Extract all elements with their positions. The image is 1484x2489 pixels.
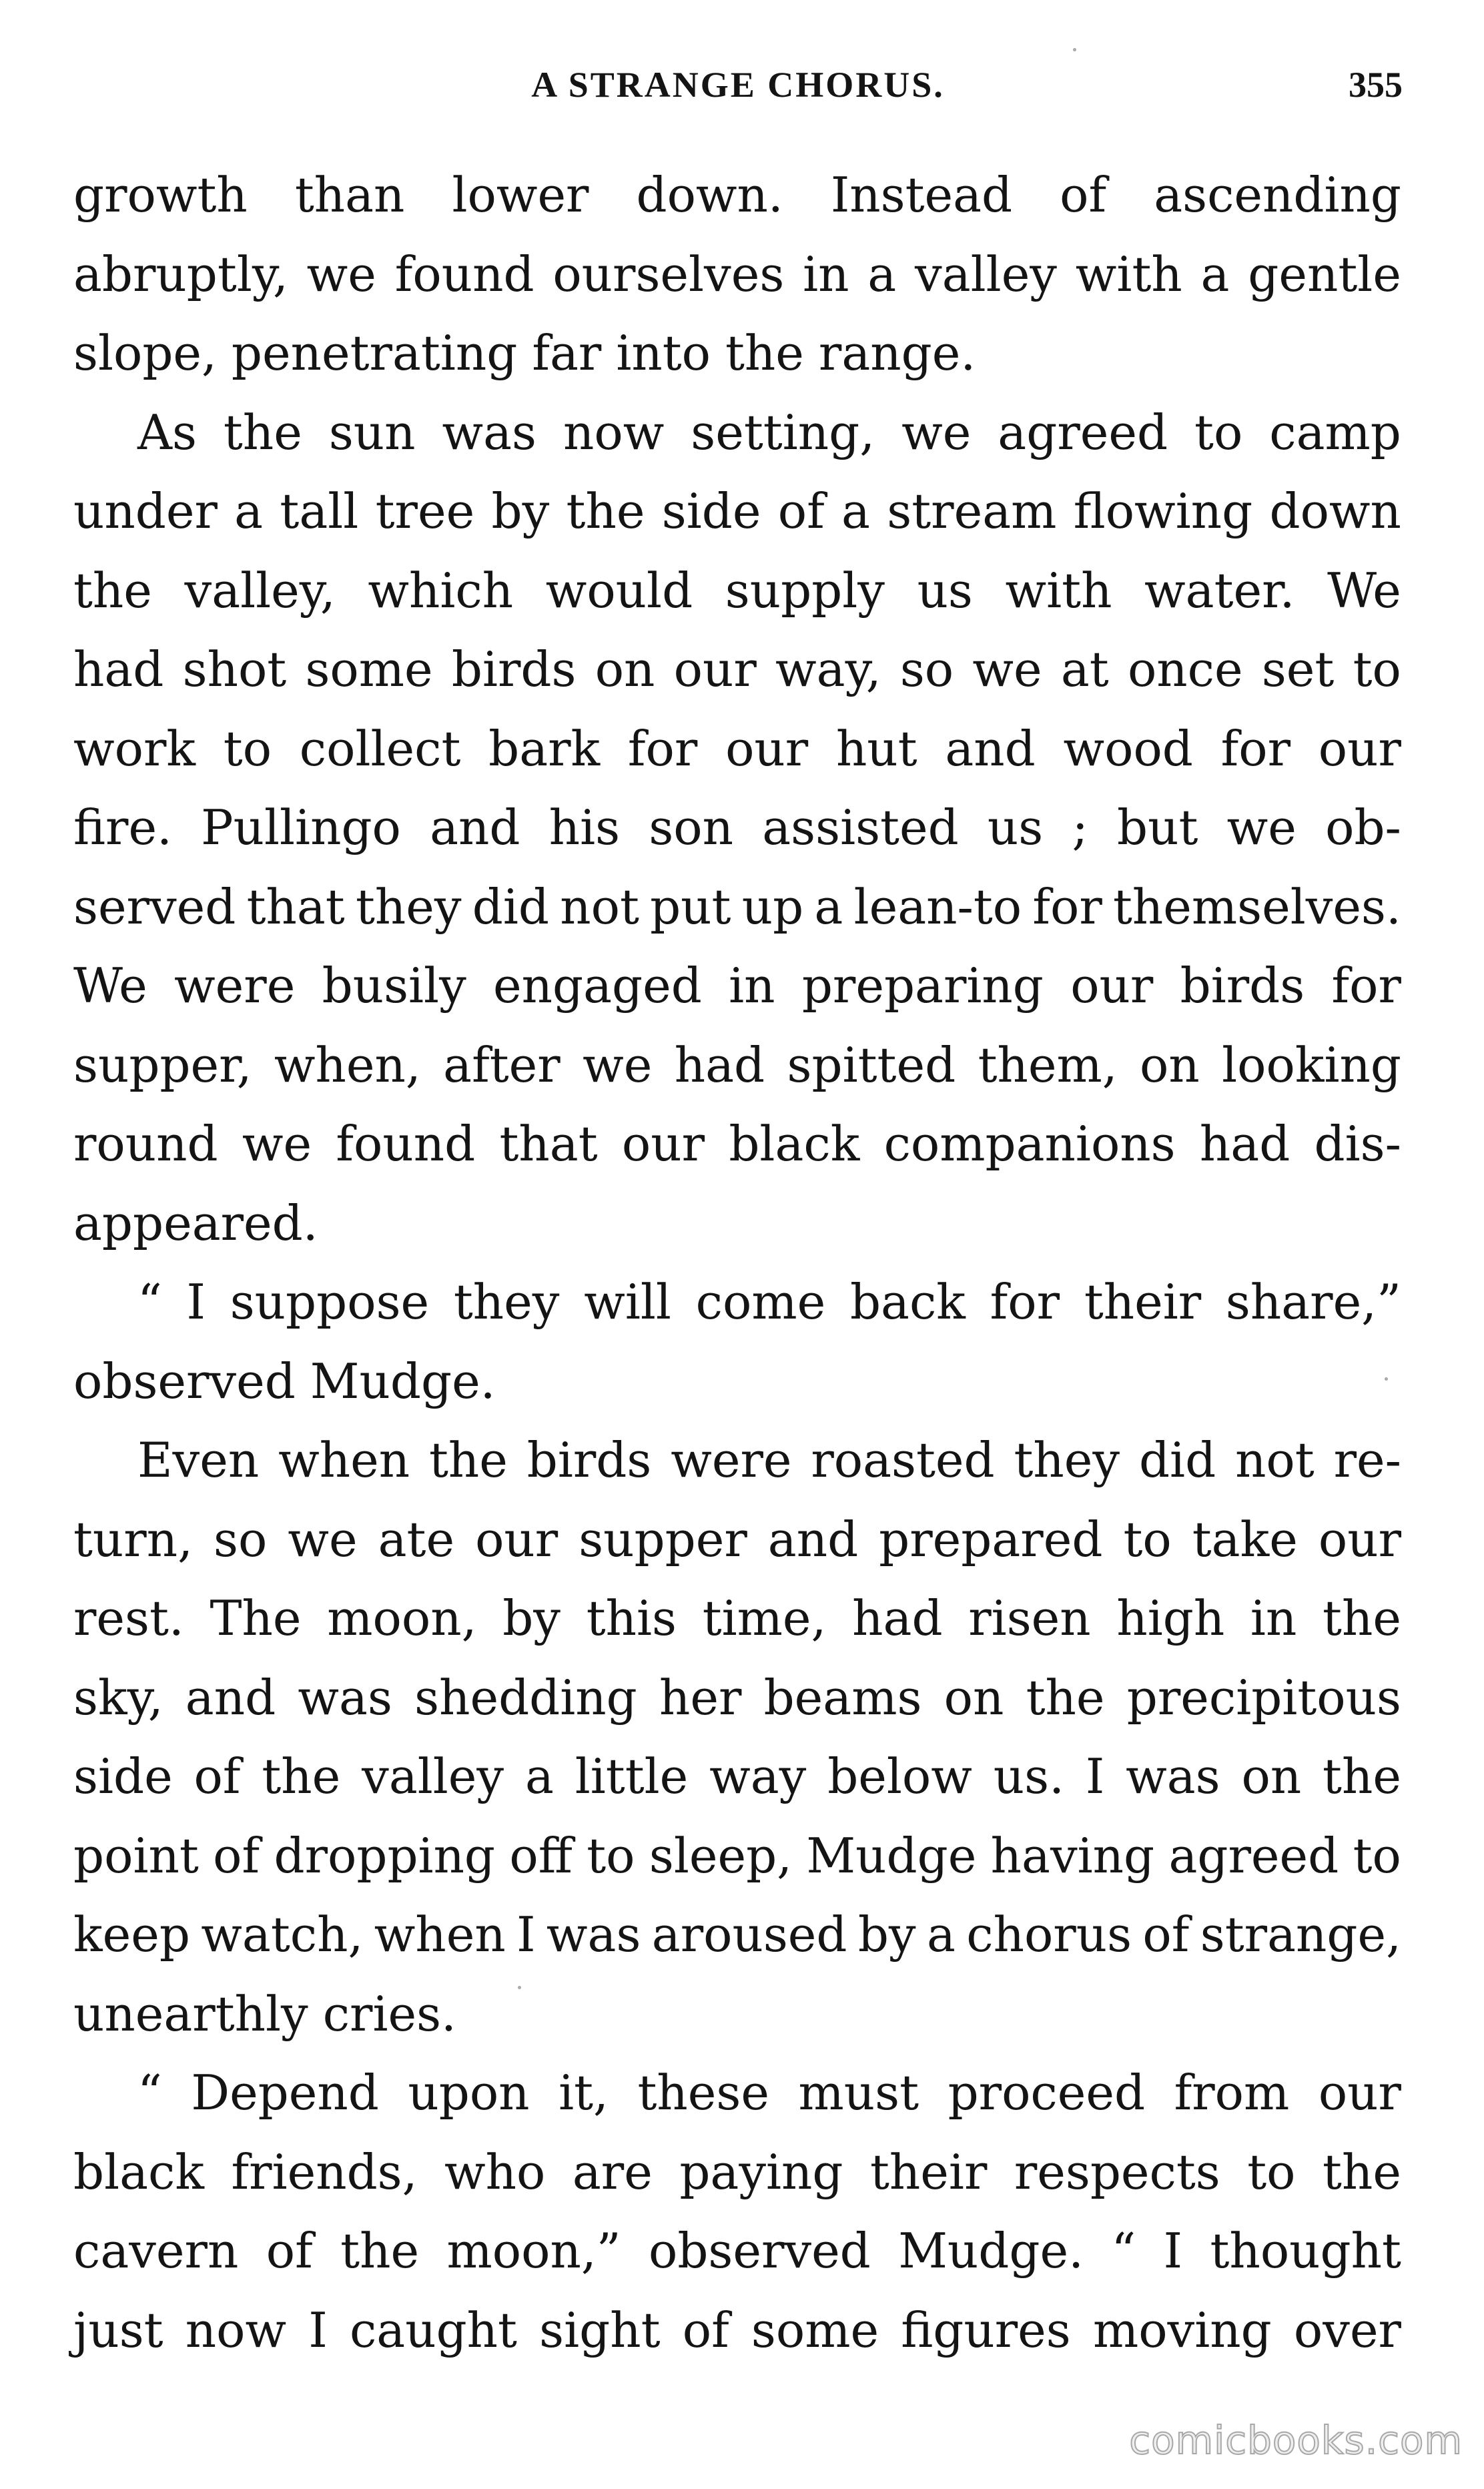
word: it, <box>559 2065 609 2121</box>
word: We <box>73 958 147 1014</box>
word: the <box>566 483 645 539</box>
word: not <box>560 878 639 935</box>
word: Depend <box>191 2065 379 2121</box>
word: did <box>1138 1432 1216 1488</box>
word: when, <box>274 1036 421 1093</box>
word: range. <box>818 325 976 381</box>
word: were <box>174 958 296 1014</box>
word: to <box>587 1827 635 1884</box>
word: valley, <box>184 562 336 619</box>
word: her <box>659 1669 742 1726</box>
word: to <box>1353 641 1401 697</box>
word: setting, <box>691 404 875 460</box>
word: precipitous <box>1126 1669 1401 1726</box>
word: water. <box>1144 562 1295 619</box>
text-line <box>73 709 1401 789</box>
word: rest. <box>73 1590 184 1646</box>
text-line <box>73 314 1401 393</box>
word: would <box>545 562 693 619</box>
word: to <box>1194 404 1243 460</box>
word: The <box>210 1590 302 1646</box>
text-line <box>137 2053 1401 2133</box>
word: and <box>185 1669 276 1726</box>
word: valley <box>362 1748 504 1804</box>
word: we <box>306 246 376 302</box>
word: I <box>1085 1748 1105 1804</box>
text-line <box>73 630 1401 709</box>
word: agreed <box>998 404 1168 460</box>
word: paying <box>679 2143 843 2200</box>
word: camp <box>1269 404 1401 460</box>
word: flowing <box>1073 483 1253 539</box>
word: assisted <box>762 799 959 855</box>
word: of <box>194 1748 241 1804</box>
word: cries. <box>322 1985 456 2042</box>
word: now <box>563 404 665 460</box>
text-line <box>73 1816 1401 1896</box>
word: the <box>725 325 804 381</box>
word: time, <box>702 1590 827 1646</box>
word: the <box>428 1432 508 1488</box>
word: fire. <box>73 799 172 855</box>
text-line <box>73 1737 1401 1816</box>
word: our <box>673 641 757 697</box>
word: set <box>1261 641 1335 697</box>
word: side <box>661 483 761 539</box>
word: cavern <box>73 2223 239 2279</box>
word: work <box>73 720 196 777</box>
word: a <box>926 1906 956 1963</box>
word: sun <box>328 404 416 460</box>
word: our <box>1318 720 1401 777</box>
word: their <box>870 2143 988 2200</box>
word: companions <box>883 1116 1176 1172</box>
word: on <box>1140 1036 1200 1093</box>
text-line <box>73 1184 1401 1263</box>
print-speck <box>1385 1377 1388 1381</box>
word: had <box>852 1590 943 1646</box>
text-line <box>73 2291 1401 2370</box>
word: our <box>475 1511 559 1567</box>
word: us <box>917 562 973 619</box>
word: lean-to <box>853 878 1022 935</box>
word: looking <box>1222 1036 1401 1093</box>
word: found <box>394 246 534 302</box>
word: not <box>1235 1432 1315 1488</box>
word: agreed <box>1168 1827 1339 1884</box>
text-line <box>137 393 1401 472</box>
word: spitted <box>787 1036 956 1093</box>
text-line <box>73 1975 1401 2054</box>
word: ourselves <box>552 246 785 302</box>
word: our <box>1318 2065 1401 2121</box>
text-line <box>73 1500 1401 1579</box>
word: round <box>73 1116 218 1172</box>
word: we <box>901 404 972 460</box>
word: and <box>767 1511 859 1567</box>
word: “ <box>137 1274 162 1330</box>
word: We <box>1327 562 1401 619</box>
word: ob- <box>1325 799 1401 855</box>
word: the <box>1323 2143 1401 2200</box>
page-header <box>73 55 1403 115</box>
word: I <box>516 1906 536 1963</box>
word: growth <box>73 167 248 223</box>
word: and <box>430 799 520 855</box>
word: us. <box>993 1748 1064 1804</box>
word: point <box>73 1827 199 1884</box>
word: they <box>355 878 462 935</box>
word: but <box>1116 799 1198 855</box>
word: we <box>1226 799 1296 855</box>
word: who <box>444 2143 546 2200</box>
word: their <box>1084 1274 1202 1330</box>
text-line <box>73 1579 1401 1658</box>
word: Mudge. <box>898 2223 1084 2279</box>
word: down <box>1269 483 1401 539</box>
word: having <box>990 1827 1155 1884</box>
word: at <box>1060 641 1109 697</box>
word: when <box>374 1906 506 1963</box>
word: under <box>73 483 218 539</box>
word: of <box>213 1827 260 1884</box>
word: found <box>336 1116 476 1172</box>
word: into <box>616 325 711 381</box>
word: a <box>841 483 870 539</box>
word: birds <box>451 641 577 697</box>
word: were <box>671 1432 792 1488</box>
body-text <box>73 163 1401 2378</box>
word: we <box>242 1116 312 1172</box>
word: high <box>1116 1590 1225 1646</box>
word: the <box>262 1748 341 1804</box>
text-line <box>73 1342 1401 1421</box>
word: “ <box>137 2065 162 2121</box>
word: far <box>532 325 602 381</box>
text-line <box>73 788 1401 867</box>
word: the <box>223 404 302 460</box>
word: proceed <box>948 2065 1146 2121</box>
word: they <box>453 1274 560 1330</box>
word: us <box>987 799 1044 855</box>
word: moon,” <box>446 2223 621 2279</box>
word: of <box>1060 167 1107 223</box>
word: shedding <box>414 1669 637 1726</box>
word: roasted <box>811 1432 995 1488</box>
word: a <box>867 246 897 302</box>
word: Mudge. <box>310 1353 496 1409</box>
word: had <box>674 1036 765 1093</box>
running-head: A STRANGE CHORUS. <box>531 65 945 105</box>
word: strange, <box>1200 1906 1401 1963</box>
word: sleep, <box>649 1827 793 1884</box>
word: from <box>1174 2065 1290 2121</box>
word: I <box>308 2301 328 2358</box>
word: in <box>803 246 849 302</box>
word: collect <box>299 720 461 777</box>
word: did <box>472 878 549 935</box>
word: the <box>73 562 152 619</box>
word: our <box>621 1116 705 1172</box>
word: the <box>1323 1748 1401 1804</box>
word: the <box>1323 1590 1401 1646</box>
word: supper <box>579 1511 747 1567</box>
word: for <box>1331 958 1401 1014</box>
word: some <box>751 2301 879 2358</box>
word: on <box>944 1669 1004 1726</box>
word: and <box>945 720 1036 777</box>
word: up <box>741 878 804 935</box>
word: stream <box>887 483 1057 539</box>
word: re- <box>1333 1432 1401 1488</box>
page-number: 355 <box>1349 65 1403 105</box>
word: observed <box>73 1353 296 1409</box>
word: by <box>857 1906 916 1963</box>
word: Mudge <box>806 1827 977 1884</box>
word: “ <box>1111 2223 1136 2279</box>
word: come <box>695 1274 826 1330</box>
word: they <box>1014 1432 1120 1488</box>
word: to <box>1353 1827 1401 1884</box>
word: his <box>548 799 621 855</box>
word: which <box>368 562 514 619</box>
word: moon, <box>327 1590 477 1646</box>
word: appeared. <box>73 1194 318 1251</box>
word: friends, <box>231 2143 418 2200</box>
word: observed <box>648 2223 871 2279</box>
word: for <box>627 720 698 777</box>
word: for <box>1220 720 1291 777</box>
word: now <box>185 2301 287 2358</box>
word: by <box>502 1590 561 1646</box>
word: put <box>650 878 731 935</box>
word: little <box>575 1748 689 1804</box>
word: than <box>294 167 405 223</box>
word: Even <box>137 1432 260 1488</box>
word: for <box>990 1274 1060 1330</box>
word: unearthly <box>73 1985 308 2042</box>
word: bark <box>488 720 601 777</box>
text-line <box>73 2133 1401 2212</box>
word: engaged <box>493 958 702 1014</box>
word: chorus <box>966 1906 1132 1963</box>
word: of <box>1142 1906 1190 1963</box>
print-speck <box>518 1986 521 1989</box>
text-line <box>73 1658 1401 1738</box>
word: that <box>499 1116 598 1172</box>
word: watch, <box>201 1906 364 1963</box>
word: after <box>443 1036 561 1093</box>
watermark: comicbooks.com <box>1129 2418 1463 2463</box>
word: tree <box>375 483 475 539</box>
word: was <box>546 1906 641 1963</box>
word: shot <box>182 641 287 697</box>
word: way, <box>775 641 881 697</box>
word: was <box>298 1669 392 1726</box>
word: over <box>1293 2301 1401 2358</box>
word: beams <box>763 1669 922 1726</box>
word: we <box>972 641 1042 697</box>
text-line <box>73 946 1401 1026</box>
text-line <box>73 1895 1401 1975</box>
text-line <box>73 551 1401 631</box>
word: that <box>246 878 345 935</box>
text-line <box>73 1104 1401 1184</box>
word: once <box>1127 641 1243 697</box>
word: prepared <box>879 1511 1103 1567</box>
word: I <box>186 1274 206 1330</box>
word: wood <box>1063 720 1193 777</box>
word: thought <box>1210 2223 1401 2279</box>
word: we <box>583 1036 653 1093</box>
word: had <box>1199 1116 1290 1172</box>
word: had <box>73 641 164 697</box>
word: we <box>288 1511 358 1567</box>
text-line <box>73 472 1401 551</box>
word: was <box>442 404 536 460</box>
word: black <box>73 2143 204 2200</box>
word: our <box>1070 958 1154 1014</box>
word: of <box>777 483 825 539</box>
word: some <box>305 641 433 697</box>
word: Instead <box>830 167 1013 223</box>
word: this <box>586 1590 677 1646</box>
text-line <box>73 2211 1401 2291</box>
word: was <box>1126 1748 1220 1804</box>
word: black <box>729 1116 860 1172</box>
word: turn, <box>73 1511 193 1567</box>
word: moving <box>1092 2301 1272 2358</box>
word: a <box>234 483 264 539</box>
word: son <box>649 799 734 855</box>
print-speck <box>1073 48 1076 51</box>
word: gentle <box>1248 246 1401 302</box>
word: preparing <box>801 958 1044 1014</box>
word: Pullingo <box>201 799 401 855</box>
word: to <box>1123 1511 1172 1567</box>
word: dropping <box>274 1827 496 1884</box>
word: sight <box>539 2301 661 2358</box>
word: share,” <box>1225 1274 1401 1330</box>
word: with <box>1005 562 1112 619</box>
word: supper, <box>73 1036 252 1093</box>
word: our <box>1318 1511 1401 1567</box>
word: to <box>223 720 272 777</box>
word: must <box>798 2065 919 2121</box>
word: side <box>73 1748 173 1804</box>
word: keep <box>73 1906 190 1963</box>
word: birds <box>1180 958 1305 1014</box>
word: down. <box>636 167 783 223</box>
text-line <box>73 1026 1401 1105</box>
word: for <box>1032 878 1102 935</box>
word: of <box>682 2301 729 2358</box>
word: will <box>584 1274 671 1330</box>
word: hut <box>835 720 917 777</box>
word: ; <box>1072 799 1088 855</box>
word: penetrating <box>231 325 518 381</box>
word: a <box>524 1748 554 1804</box>
word: abruptly, <box>73 246 288 302</box>
word: on <box>1241 1748 1302 1804</box>
word: of <box>266 2223 313 2279</box>
word: I <box>1163 2223 1183 2279</box>
word: busily <box>322 958 466 1014</box>
word: aroused <box>651 1906 847 1963</box>
word: so <box>899 641 954 697</box>
word: a <box>1200 246 1230 302</box>
word: tall <box>280 483 359 539</box>
word: when <box>278 1432 410 1488</box>
word: in <box>1250 1590 1297 1646</box>
word: suppose <box>230 1274 430 1330</box>
text-line <box>73 235 1401 314</box>
word: supply <box>725 562 885 619</box>
word: way <box>709 1748 807 1804</box>
word: these <box>637 2065 769 2121</box>
word: lower <box>452 167 589 223</box>
word: the <box>1026 1669 1105 1726</box>
text-line <box>137 1263 1401 1342</box>
word: ate <box>378 1511 455 1567</box>
word: birds <box>526 1432 652 1488</box>
word: upon <box>408 2065 530 2121</box>
word: on <box>595 641 655 697</box>
word: risen <box>968 1590 1091 1646</box>
word: off <box>509 1827 573 1884</box>
word: respects <box>1014 2143 1220 2200</box>
word: themselves. <box>1112 878 1401 935</box>
word: dis- <box>1314 1116 1401 1172</box>
word: back <box>849 1274 966 1330</box>
word: by <box>491 483 550 539</box>
word: take <box>1192 1511 1298 1567</box>
word: As <box>137 404 197 460</box>
word: the <box>340 2223 420 2279</box>
text-line <box>73 867 1401 947</box>
word: below <box>827 1748 972 1804</box>
word: are <box>572 2143 653 2200</box>
word: ascending <box>1154 167 1401 223</box>
word: to <box>1247 2143 1296 2200</box>
word: valley <box>915 246 1057 302</box>
word: slope, <box>73 325 217 381</box>
word: them, <box>978 1036 1118 1093</box>
word: a <box>814 878 843 935</box>
word: served <box>73 878 236 935</box>
word: with <box>1075 246 1182 302</box>
word: our <box>725 720 809 777</box>
word: sky, <box>73 1669 163 1726</box>
word: caught <box>349 2301 517 2358</box>
text-line <box>73 155 1401 235</box>
word: just <box>73 2301 163 2358</box>
text-line <box>137 1421 1401 1500</box>
word: so <box>214 1511 268 1567</box>
word: in <box>729 958 775 1014</box>
word: figures <box>901 2301 1071 2358</box>
